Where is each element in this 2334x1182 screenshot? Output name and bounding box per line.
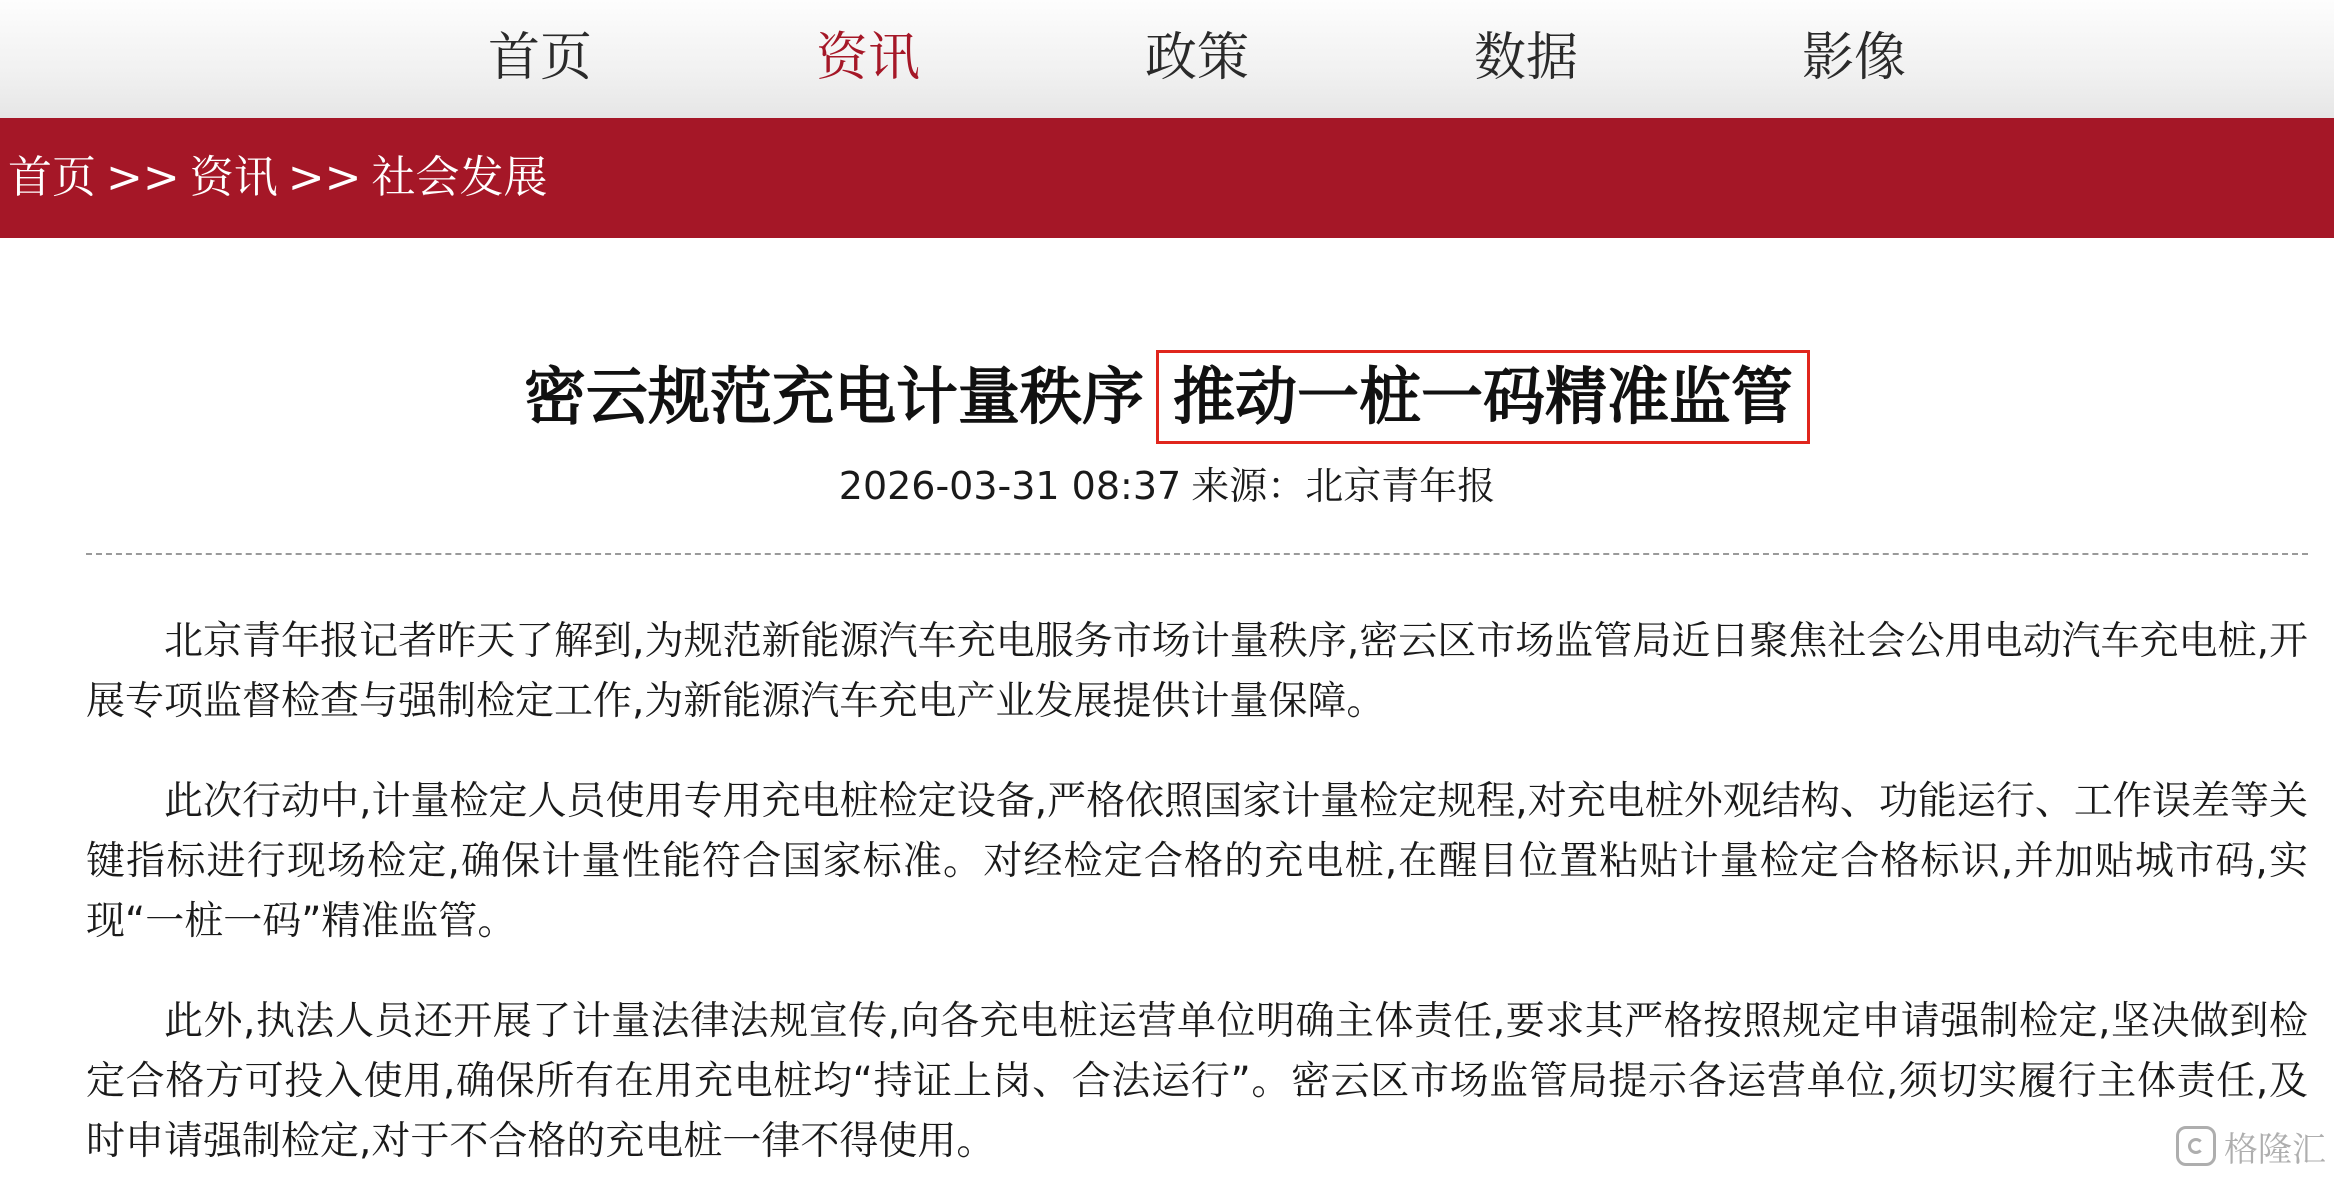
article-source-label: 来源： — [1191, 464, 1306, 508]
article-meta — [0, 458, 2334, 514]
breadcrumb-social-development[interactable]: 社会发展 — [371, 152, 548, 203]
breadcrumb-separator: >> — [287, 152, 362, 203]
watermark — [2176, 1120, 2326, 1172]
nav-item-home[interactable]: 首页 — [488, 28, 593, 88]
article-paragraph-1: 北京青年报记者昨天了解到,为规范新能源汽车充电服务市场计量秩序,密云区市场监管局近日聚焦社会公用电动汽车充电桩,开展专项监督检查与强制检定工作,为新能源汽车充电产业发展提供计量保障。 — [86, 619, 2308, 724]
breadcrumb-separator: >> — [106, 152, 180, 203]
top-navigation — [0, 0, 2334, 119]
dashed-divider — [86, 553, 2308, 555]
article-paragraph-3: 此外,执法人员还开展了计量法律法规宣传,向各充电桩运营单位明确主体责任,要求其严格按照规定申请强制检定,坚决做到检定合格方可投入使用,确保所有在用充电桩均“持证上岗、合法运行”。密云区市场监管局提示各运营单位,须切实履行主体责任,及时申请强制检定,对于不合格的充电桩一律不得使用。 — [86, 999, 2308, 1164]
article-title-wrap — [0, 350, 2334, 450]
breadcrumb-bar — [0, 118, 2334, 238]
gelonghui-logo-icon — [2176, 1126, 2216, 1166]
article-title-main: 密云规范充电计量秩序 — [523, 360, 1144, 433]
breadcrumb — [8, 148, 547, 208]
article-title-highlight: 推动一桩一码精准监管 — [1156, 350, 1810, 444]
article-paragraph-2: 此次行动中,计量检定人员使用专用充电桩检定设备,严格依照国家计量检定规程,对充电桩外观结构、功能运行、工作误差等关键指标进行现场检定,确保计量性能符合国家标准。对经检定合格的充电桩,在醒目位置粘贴计量检定合格标识,并加贴城市码,实现“一桩一码”精准监管。 — [86, 779, 2308, 944]
nav-item-news[interactable]: 资讯 — [816, 28, 921, 88]
article-source: 北京青年报 — [1305, 464, 1496, 508]
article-datetime: 2026-03-31 08:37 — [838, 464, 1182, 508]
nav-item-policy[interactable]: 政策 — [1145, 28, 1250, 88]
breadcrumb-home[interactable]: 首页 — [8, 152, 96, 203]
nav-item-images[interactable]: 影像 — [1802, 28, 1907, 88]
article-body — [86, 612, 2308, 1182]
breadcrumb-news[interactable]: 资讯 — [189, 152, 278, 203]
article-title — [524, 350, 1810, 444]
nav-item-data[interactable]: 数据 — [1474, 28, 1579, 88]
watermark-text: 格隆汇 — [2224, 1129, 2326, 1170]
